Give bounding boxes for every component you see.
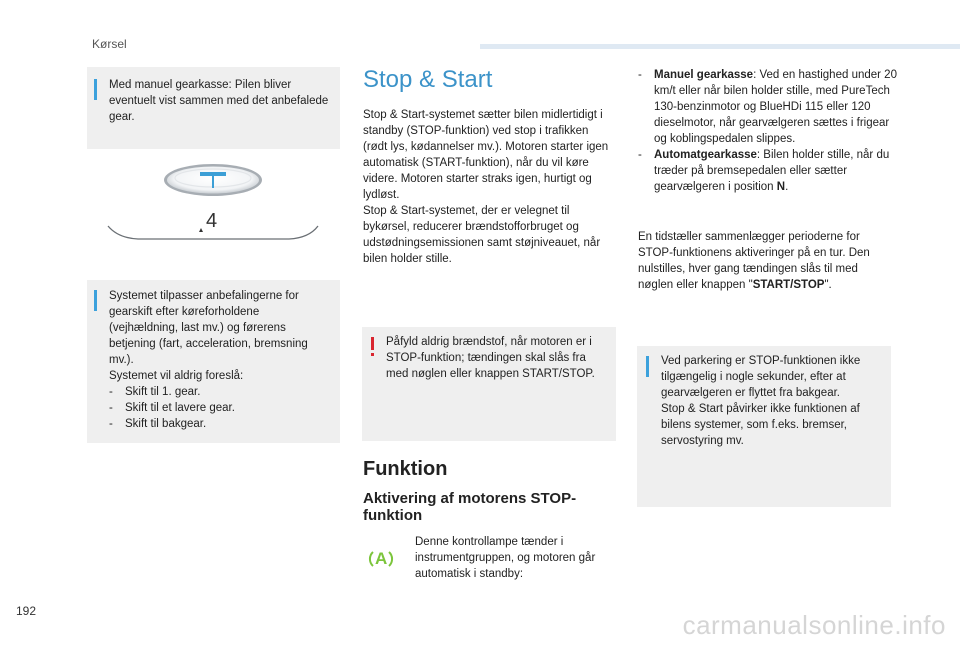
info-box-gear-arrow	[87, 67, 340, 149]
list-item: - Skift til 1. gear.	[109, 386, 201, 398]
watermark: carmanualsonline.info	[682, 610, 946, 640]
gear-indicator-illustration	[106, 160, 321, 240]
section-heading-funktion: Funktion	[363, 458, 448, 480]
subsection-heading-stop-activation: Aktivering af motorens STOP-funktion	[363, 490, 577, 524]
warning-text: Påfyld aldrig brændstof, når motoren er i STOP-funktion; tændingen skal slås fra med nøglen eller knappen START/STOP.	[386, 336, 595, 380]
info-bar	[94, 79, 97, 100]
info-bar	[94, 290, 97, 311]
page-number: 192	[16, 604, 37, 618]
intro-text	[363, 107, 615, 267]
lamp-letter: A	[375, 549, 388, 568]
warning-icon	[371, 337, 374, 350]
lamp-description: Denne kontrollampe tænder i instrumentgruppen, og motoren går automatisk i standby:	[415, 536, 596, 580]
recommendation-paragraph: Systemet tilpasser anbefalingerne for gearskift efter køreforholdene (vejhældning, last mv.) og førerens betjening (fart, acceleration, bremsning mv.).	[109, 290, 308, 366]
intro-paragraph: Stop & Start-systemet sætter bilen midlertidigt i standby (STOP-funktion) ved stop i trafikken (rødt lys, kødannelser mv.). Motoren starter igen automatisk (START-funktion), når du vil køre videre. Motoren starter straks igen, hurtigt og lydløst.	[363, 109, 609, 201]
shift-arrow-icon	[200, 172, 226, 176]
list-item: - Skift til bakgear.	[109, 418, 207, 430]
list-item-manual-gearbox: - Manuel gearkasse: Ved en hastighed under 20 km/t eller når bilen holder stille, med PureTech 130-benzinmotor og BlueHDi 115 eller 120 dieselmotor, når gearvælgeren sættes i frigear og koblingspedalen slippes.	[638, 69, 897, 145]
recommended-gear-digit: 4	[206, 210, 218, 232]
info-box-gear-recommendations	[87, 280, 340, 443]
info-bar	[646, 356, 649, 377]
systems-info: Stop & Start påvirker ikke funktionen af bilens systemer, som f.eks. bremser, servostyring mv.	[661, 403, 860, 447]
never-suggest-intro: Systemet vil aldrig foreslå:	[109, 370, 244, 382]
page-title: Stop & Start	[363, 66, 493, 93]
section-header: Kørsel	[92, 37, 127, 51]
info-text: Med manuel gearkasse: Pilen bliver eventuelt vist sammen med det anbefalede gear.	[109, 79, 329, 123]
counter-paragraph: En tidstæller sammenlægger perioderne for STOP-funktionens aktiveringer på en tur. Den nulstilles, hver gang tændingen slås til med nøglen eller knappen "START/STOP".	[638, 231, 870, 291]
warning-box-refuel	[362, 327, 616, 441]
list-item-automatic-gearbox: - Automatgearkasse: Bilen holder stille, når du træder på bremsepedalen eller sætter gearvælgeren i position N.	[638, 149, 890, 193]
parking-info: Ved parkering er STOP-funktionen ikke tilgængelig i nogle sekunder, efter at gearvælgeren er flyttet fra bakgear.	[661, 355, 861, 399]
activation-conditions-list	[638, 67, 898, 195]
header-accent-bar	[480, 44, 960, 49]
stop-lamp-icon	[368, 549, 394, 569]
benefit-paragraph: Stop & Start-systemet, der er velegnet til bykørsel, reducerer brændstofforbruget og udstødningsemissionen samt støjniveauet, når bilen holder stille.	[363, 205, 601, 265]
list-item: - Skift til et lavere gear.	[109, 402, 235, 414]
info-box-parking	[637, 346, 891, 507]
